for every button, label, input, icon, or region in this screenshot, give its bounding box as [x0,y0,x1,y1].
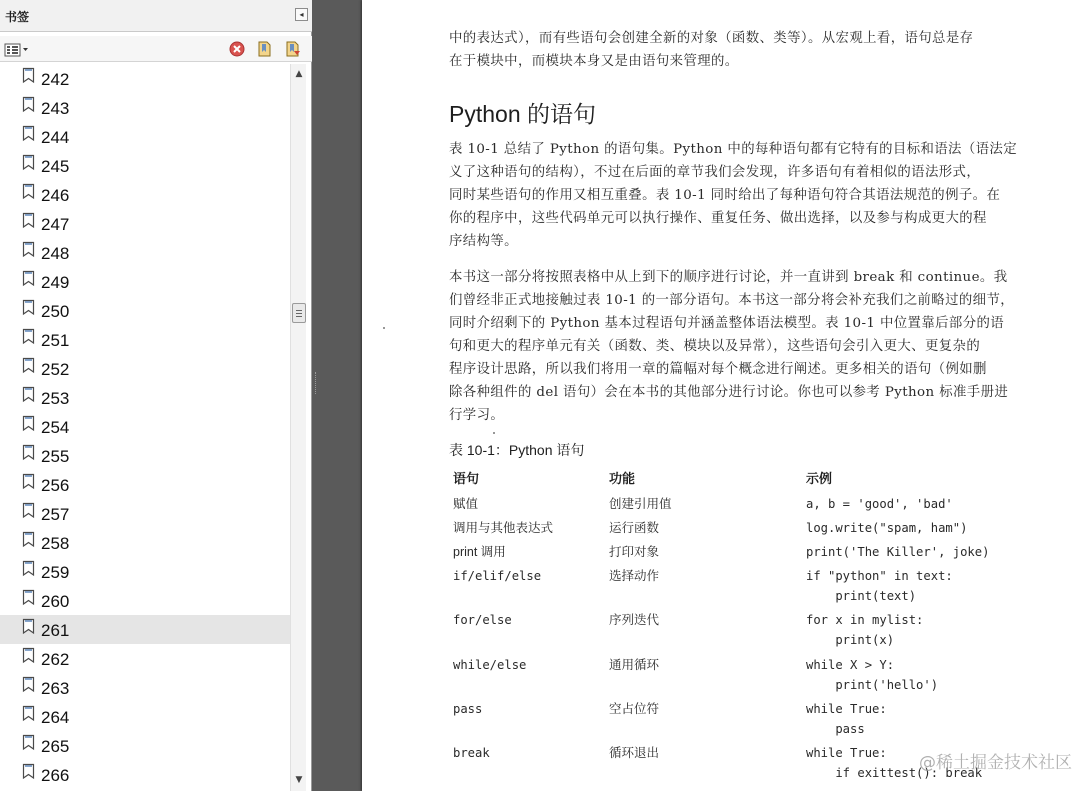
bookmark-label: 256 [41,476,70,495]
bookmark-label: 255 [41,447,70,466]
text-line: 表 10-1 总结了 Python 的语句集。Python 中的每种语句都有它特有的目标和语法（语法定 [449,142,1018,157]
table-cell-example: while True: if exittest(): break [806,746,983,780]
bookmark-label: 265 [41,737,70,756]
bookmark-item[interactable] [0,354,290,383]
bookmark-icon [22,647,35,664]
table-cell-statement: if/elif/else [453,569,542,583]
text-line: 同时某些语句的作用又相互重叠。表 10-1 同时给出了每种语句符合其语法规范的例子。在 [449,188,1001,203]
bookmark-icon [22,589,35,606]
expand-bookmark-icon [284,40,302,58]
bookmark-icon [22,212,35,229]
document-page [362,0,1080,791]
bookmark-label: 246 [41,186,70,205]
delete-bookmark-button[interactable] [228,40,246,58]
bookmark-icon [22,444,35,461]
bookmark-item[interactable] [0,122,290,151]
bookmark-label: 249 [41,273,70,292]
bookmark-item[interactable] [0,412,290,441]
table-cell-statement: print 调用 [453,545,506,559]
bookmark-icon [22,96,35,113]
section-heading: Python 的语句 [449,101,596,127]
bookmark-item[interactable] [0,64,290,93]
bookmark-item[interactable] [0,586,290,615]
bookmarks-panel-title: 书签 [5,10,30,24]
text-line: 你的程序中，这些代码单元可以执行操作、重复任务、做出选择，以及参与构成更大的程 [449,211,987,226]
scrollbar-thumb[interactable] [292,303,306,323]
table-cell-example: log.write("spam, ham") [806,521,968,535]
paragraph-part-overview [449,266,1041,427]
bookmark-item[interactable] [0,267,290,296]
expand-bookmark-button[interactable] [284,40,302,58]
bookmark-label: 245 [41,157,70,176]
collapse-panel-button[interactable]: ◂ [295,8,308,21]
text-line: 同时介绍剩下的 Python 基本过程语句并涵盖整体语法模型。表 10-1 中位置靠后部分的语 [449,316,1005,331]
scroll-down-button[interactable]: ▼ [295,775,303,785]
scroll-up-button[interactable]: ▲ [295,69,303,79]
table-cell-statement: while/else [453,658,527,672]
paragraph-intro [449,27,1041,73]
bookmark-item[interactable] [0,644,290,673]
bookmark-icon [22,241,35,258]
bookmark-item[interactable] [0,557,290,586]
bookmark-icon [22,763,35,780]
bookmark-item[interactable] [0,383,290,412]
bookmark-item[interactable] [0,209,290,238]
table-cell-statement: break [453,746,490,760]
bookmark-label: 242 [41,70,70,89]
table-cell-role: 循环退出 [609,746,660,760]
table-header-example: 示例 [806,471,833,486]
bookmark-icon [22,676,35,693]
table-cell-statement: pass [453,702,483,716]
table-caption: 表 10-1：Python 语句 [449,442,585,458]
bookmarks-scrollbar[interactable] [290,64,306,791]
bookmark-label: 254 [41,418,70,437]
bookmarks-panel [0,0,312,791]
table-cell-statement: 调用与其他表达式 [453,521,554,535]
table-cell-example: if "python" in text: print(text) [806,569,953,603]
text-line: 程序设计思路，所以我们将用一章的篇幅对每个概念进行阐述。更多相关的语句（例如删 [449,362,987,377]
bookmark-icon [22,357,35,374]
bookmark-icon [22,705,35,722]
bookmarks-panel-header [0,0,312,32]
delete-bookmark-icon [228,40,246,58]
bookmark-icon [22,154,35,171]
bookmark-item[interactable] [0,731,290,760]
table-cell-example: a, b = 'good', 'bad' [806,497,953,511]
bookmark-item[interactable] [0,325,290,354]
bookmark-label: 261 [41,621,70,640]
text-line: 们曾经非正式地接触过表 10-1 的一部分语句。本书这一部分将会补充我们之前略过的细节， [449,293,1015,308]
table-cell-example: print('The Killer', joke) [806,545,990,559]
table-cell-role: 创建引用值 [609,497,672,511]
bookmark-icon [22,734,35,751]
scan-speck [383,327,385,329]
text-line: 序结构等。 [449,234,518,249]
bookmark-item[interactable] [0,499,290,528]
text-line: 除各种组件的 del 语句）会在本书的其他部分进行讨论。你也可以参考 Python 标准手册进 [449,385,1009,400]
bookmark-icon [22,618,35,635]
bookmark-label: 260 [41,592,70,611]
text-line: 本书这一部分将按照表格中从上到下的顺序进行讨论，并一直讲到 break 和 continue。我 [449,270,1008,285]
bookmark-label: 263 [41,679,70,698]
scan-speck [493,432,495,434]
options-menu-button[interactable] [4,42,30,56]
bookmark-item[interactable] [0,93,290,122]
bookmark-label: 266 [41,766,70,785]
bookmark-label: 248 [41,244,70,263]
table-cell-example: while True: pass [806,702,887,736]
text-line: 行学习。 [449,408,505,423]
table-cell-example: while X > Y: print('hello') [806,658,939,692]
bookmark-item[interactable] [0,760,290,789]
options-menu-icon [4,43,30,57]
bookmark-item[interactable] [0,615,290,644]
table-cell-role: 打印对象 [609,545,660,559]
table-cell-role: 选择动作 [609,569,660,583]
bookmark-label: 244 [41,128,70,147]
bookmark-item[interactable] [0,151,290,180]
bookmark-label: 257 [41,505,70,524]
bookmark-label: 258 [41,534,70,553]
text-line: 句和更大的程序单元有关（函数、类、模块以及异常），这些语句会引入更大、更复杂的 [449,339,981,354]
bookmark-icon [22,328,35,345]
bookmarks-toolbar [0,36,312,62]
watermark: @稀土掘金技术社区 [919,753,1072,773]
table-cell-role: 序列迭代 [609,613,660,627]
table-cell-example: for x in mylist: print(x) [806,613,924,647]
new-bookmark-button[interactable] [256,40,274,58]
table-cell-statement: 赋值 [453,497,479,511]
bookmark-icon [22,502,35,519]
table-cell-role: 通用循环 [609,658,660,672]
bookmark-item[interactable] [0,441,290,470]
bookmark-item[interactable] [0,702,290,731]
bookmark-icon [22,386,35,403]
bookmark-icon [22,183,35,200]
table-cell-role: 运行函数 [609,521,660,535]
splitter-grip [315,372,317,394]
table-header-statement: 语句 [453,471,480,486]
bookmark-label: 250 [41,302,70,321]
bookmark-icon [22,125,35,142]
bookmark-item[interactable] [0,180,290,209]
bookmark-label: 247 [41,215,70,234]
bookmark-icon [22,473,35,490]
table-header-role: 功能 [609,471,636,486]
bookmark-label: 262 [41,650,70,669]
paragraph-statements-summary [449,138,1041,253]
bookmark-icon [22,270,35,287]
text-line: 义了这种语句的结构），不过在后面的章节我们会发现，许多语句有着相似的语法形式， [449,165,981,180]
bookmark-icon [22,415,35,432]
bookmark-item[interactable] [0,238,290,267]
bookmark-icon [22,560,35,577]
bookmark-item[interactable] [0,296,290,325]
bookmark-item[interactable] [0,673,290,702]
bookmark-label: 253 [41,389,70,408]
bookmark-item[interactable] [0,528,290,557]
bookmark-item[interactable] [0,470,290,499]
text-line: 在于模块中，而模块本身又是由语句来管理的。 [449,54,739,69]
bookmark-label: 251 [41,331,70,350]
bookmarks-list [0,64,290,791]
bookmark-label: 252 [41,360,70,379]
table-cell-role: 空占位符 [609,702,660,716]
bookmark-label: 264 [41,708,70,727]
text-line: 中的表达式），而有些语句会创建全新的对象（函数、类等）。从宏观上看，语句总是存 [449,31,974,46]
bookmark-icon [22,67,35,84]
new-bookmark-icon [256,40,274,58]
table-cell-statement: for/else [453,613,512,627]
bookmark-label: 259 [41,563,70,582]
bookmark-icon [22,299,35,316]
bookmark-label: 243 [41,99,70,118]
bookmark-icon [22,531,35,548]
